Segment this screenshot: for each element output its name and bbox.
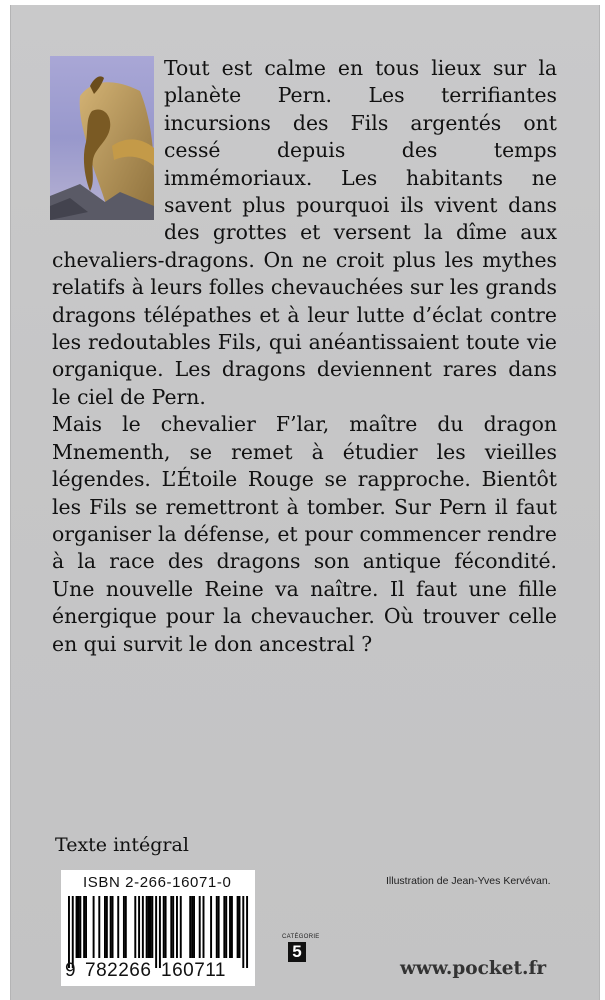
- barcode-bar: [223, 896, 225, 958]
- barcode-bar: [170, 896, 172, 958]
- barcode-bar: [149, 896, 151, 958]
- barcode-bar: [77, 896, 79, 958]
- barcode-bar: [172, 896, 174, 958]
- edition-note: Texte intégral: [55, 834, 189, 856]
- blurb-paragraph-1: Tout est calme en tous lieux sur la planète Pern. Les terrifiantes incursions des Fils argentés ont cessé depuis des temps immémoriaux. Les habitants ne savent plus pourquoi ils vivent dans des grottes et versent la dîme aux chevaliers-dragons. On ne croit plus les mythes relatifs à leurs folles chevauchées sur les grands dragons télépathes et à leur lutte d’éclat contre les redoutables Fils, qui anéantissaient toute vie organique. Les dragons deviennent rares dans le ciel de Pern.: [52, 56, 557, 409]
- barcode-bar: [239, 896, 241, 958]
- barcode-bar: [180, 896, 182, 958]
- category-number: 5: [288, 942, 306, 962]
- barcode-guard-bar: [159, 896, 161, 968]
- barcode-guard-bar: [68, 896, 70, 968]
- barcode-bar: [125, 896, 127, 958]
- barcode-bar: [98, 896, 100, 958]
- barcode-guard-bar: [246, 896, 248, 968]
- illustration-spacer: [52, 55, 156, 221]
- barcode-bar: [151, 896, 153, 958]
- barcode-bar: [110, 896, 112, 958]
- barcode-block: [61, 870, 255, 986]
- barcode-bar: [218, 896, 220, 958]
- barcode-bar: [163, 896, 165, 958]
- ean-first-digit: 9: [65, 960, 76, 981]
- blurb-paragraph-2: Mais le chevalier F’lar, maître du dragon Mnementh, se remet à étudier les vieilles légendes. L’Étoile Rouge se rapproche. Bientôt les Fils se remettront à tomber. Sur Pern il faut organiser la défense, et pour commencer rendre à la race des dragons son antique fécondité. Une nouvelle Reine va naître. Il faut une fille énergique pour la chevaucher. Où trouver celle en qui survit le don ancestral ?: [52, 412, 557, 656]
- barcode-bar: [79, 896, 81, 958]
- ean-left-group: 782266: [85, 960, 152, 981]
- barcode-bar: [229, 896, 231, 958]
- barcode-bar: [138, 896, 140, 958]
- barcode: [67, 896, 249, 968]
- barcode-bar: [83, 896, 85, 958]
- barcode-bar: [225, 896, 227, 958]
- barcode-bar: [134, 896, 136, 958]
- website-url: www.pocket.fr: [400, 958, 547, 979]
- barcode-guard-bar: [155, 896, 157, 968]
- barcode-bar: [146, 896, 148, 958]
- barcode-guard-bar: [242, 896, 244, 968]
- barcode-bar: [191, 896, 193, 958]
- barcode-bar: [176, 896, 178, 958]
- barcode-bar: [112, 896, 114, 958]
- isbn-label: ISBN 2-266-16071-0: [83, 874, 232, 891]
- barcode-bar: [165, 896, 167, 958]
- barcode-bar: [142, 896, 144, 958]
- barcode-bar: [193, 896, 195, 958]
- barcode-bar: [189, 896, 191, 958]
- barcode-bar: [76, 896, 78, 958]
- category-label: CATÉGORIE: [282, 934, 320, 940]
- category-badge: [282, 934, 320, 962]
- barcode-bar: [231, 896, 233, 958]
- barcode-bar: [203, 896, 205, 958]
- barcode-bar: [237, 896, 239, 958]
- ean-right-group: 160711: [161, 960, 226, 981]
- barcode-bar: [123, 896, 125, 958]
- blurb-text: [52, 55, 557, 658]
- barcode-bar: [93, 896, 95, 958]
- illustration-credit: Illustration de Jean-Yves Kervévan.: [386, 875, 551, 887]
- barcode-bar: [117, 896, 119, 958]
- barcode-bar: [199, 896, 201, 958]
- barcode-guard-bar: [72, 896, 74, 968]
- barcode-bar: [85, 896, 87, 958]
- barcode-bar: [106, 896, 108, 958]
- barcode-bar: [216, 896, 218, 958]
- barcode-bar: [210, 896, 212, 958]
- barcode-bar: [148, 896, 150, 958]
- barcode-bar: [104, 896, 106, 958]
